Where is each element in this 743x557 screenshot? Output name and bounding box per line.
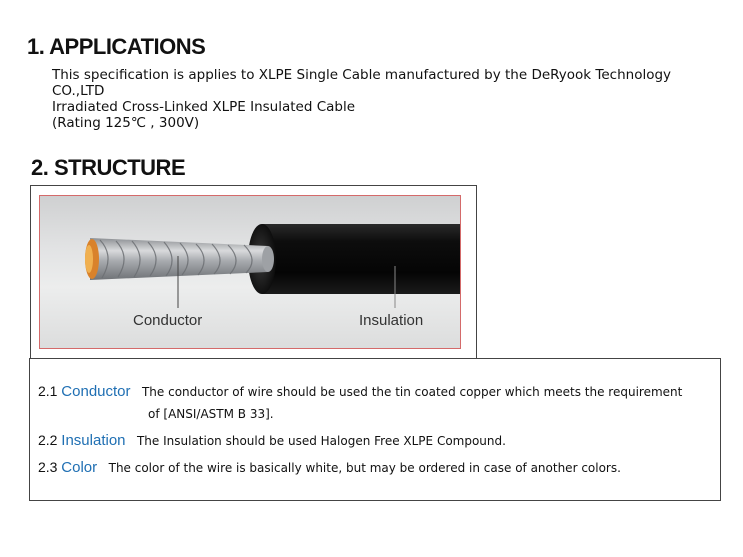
applications-line: This specification is applies to XLPE Single Cable manufactured by the DeRyook Technology: [52, 67, 672, 83]
structure-spec-box: [29, 358, 721, 501]
spec-item-insulation: [38, 432, 506, 449]
spec-text: The Insulation should be used Halogen Free XLPE Compound.: [136, 434, 506, 448]
spec-item-conductor: [38, 383, 682, 400]
applications-line: Irradiated Cross-Linked XLPE Insulated Cable: [52, 99, 356, 115]
applications-line: (Rating 125℃ , 300V): [52, 115, 200, 131]
applications-heading: 1. APPLICATIONS: [27, 34, 206, 59]
spec-number: 2.2: [38, 432, 58, 448]
cable-figure-frame: [30, 185, 477, 359]
cable-figure: [39, 195, 461, 349]
spec-text: The conductor of wire should be used the tin coated copper which meets the requirement: [141, 385, 683, 399]
insulation-label: Insulation: [359, 312, 424, 329]
conductor-strands: [90, 238, 268, 280]
spec-item-conductor-continuation: of [ANSI/ASTM B 33].: [148, 407, 274, 421]
spec-text: The color of the wire is basically white, but may be ordered in case of another colors.: [108, 461, 621, 475]
spec-number: 2.3: [38, 459, 58, 475]
insulation-jacket: [262, 224, 460, 294]
applications-text: [52, 67, 712, 131]
spec-term: Conductor: [61, 383, 131, 400]
conductor-label: Conductor: [133, 312, 203, 329]
applications-line: CO.,LTD: [52, 83, 105, 99]
spec-item-color: [38, 459, 621, 476]
structure-heading: 2. STRUCTURE: [31, 155, 186, 180]
spec-number: 2.1: [38, 383, 58, 399]
spec-term: Color: [61, 459, 98, 476]
spec-term: Insulation: [61, 432, 126, 449]
